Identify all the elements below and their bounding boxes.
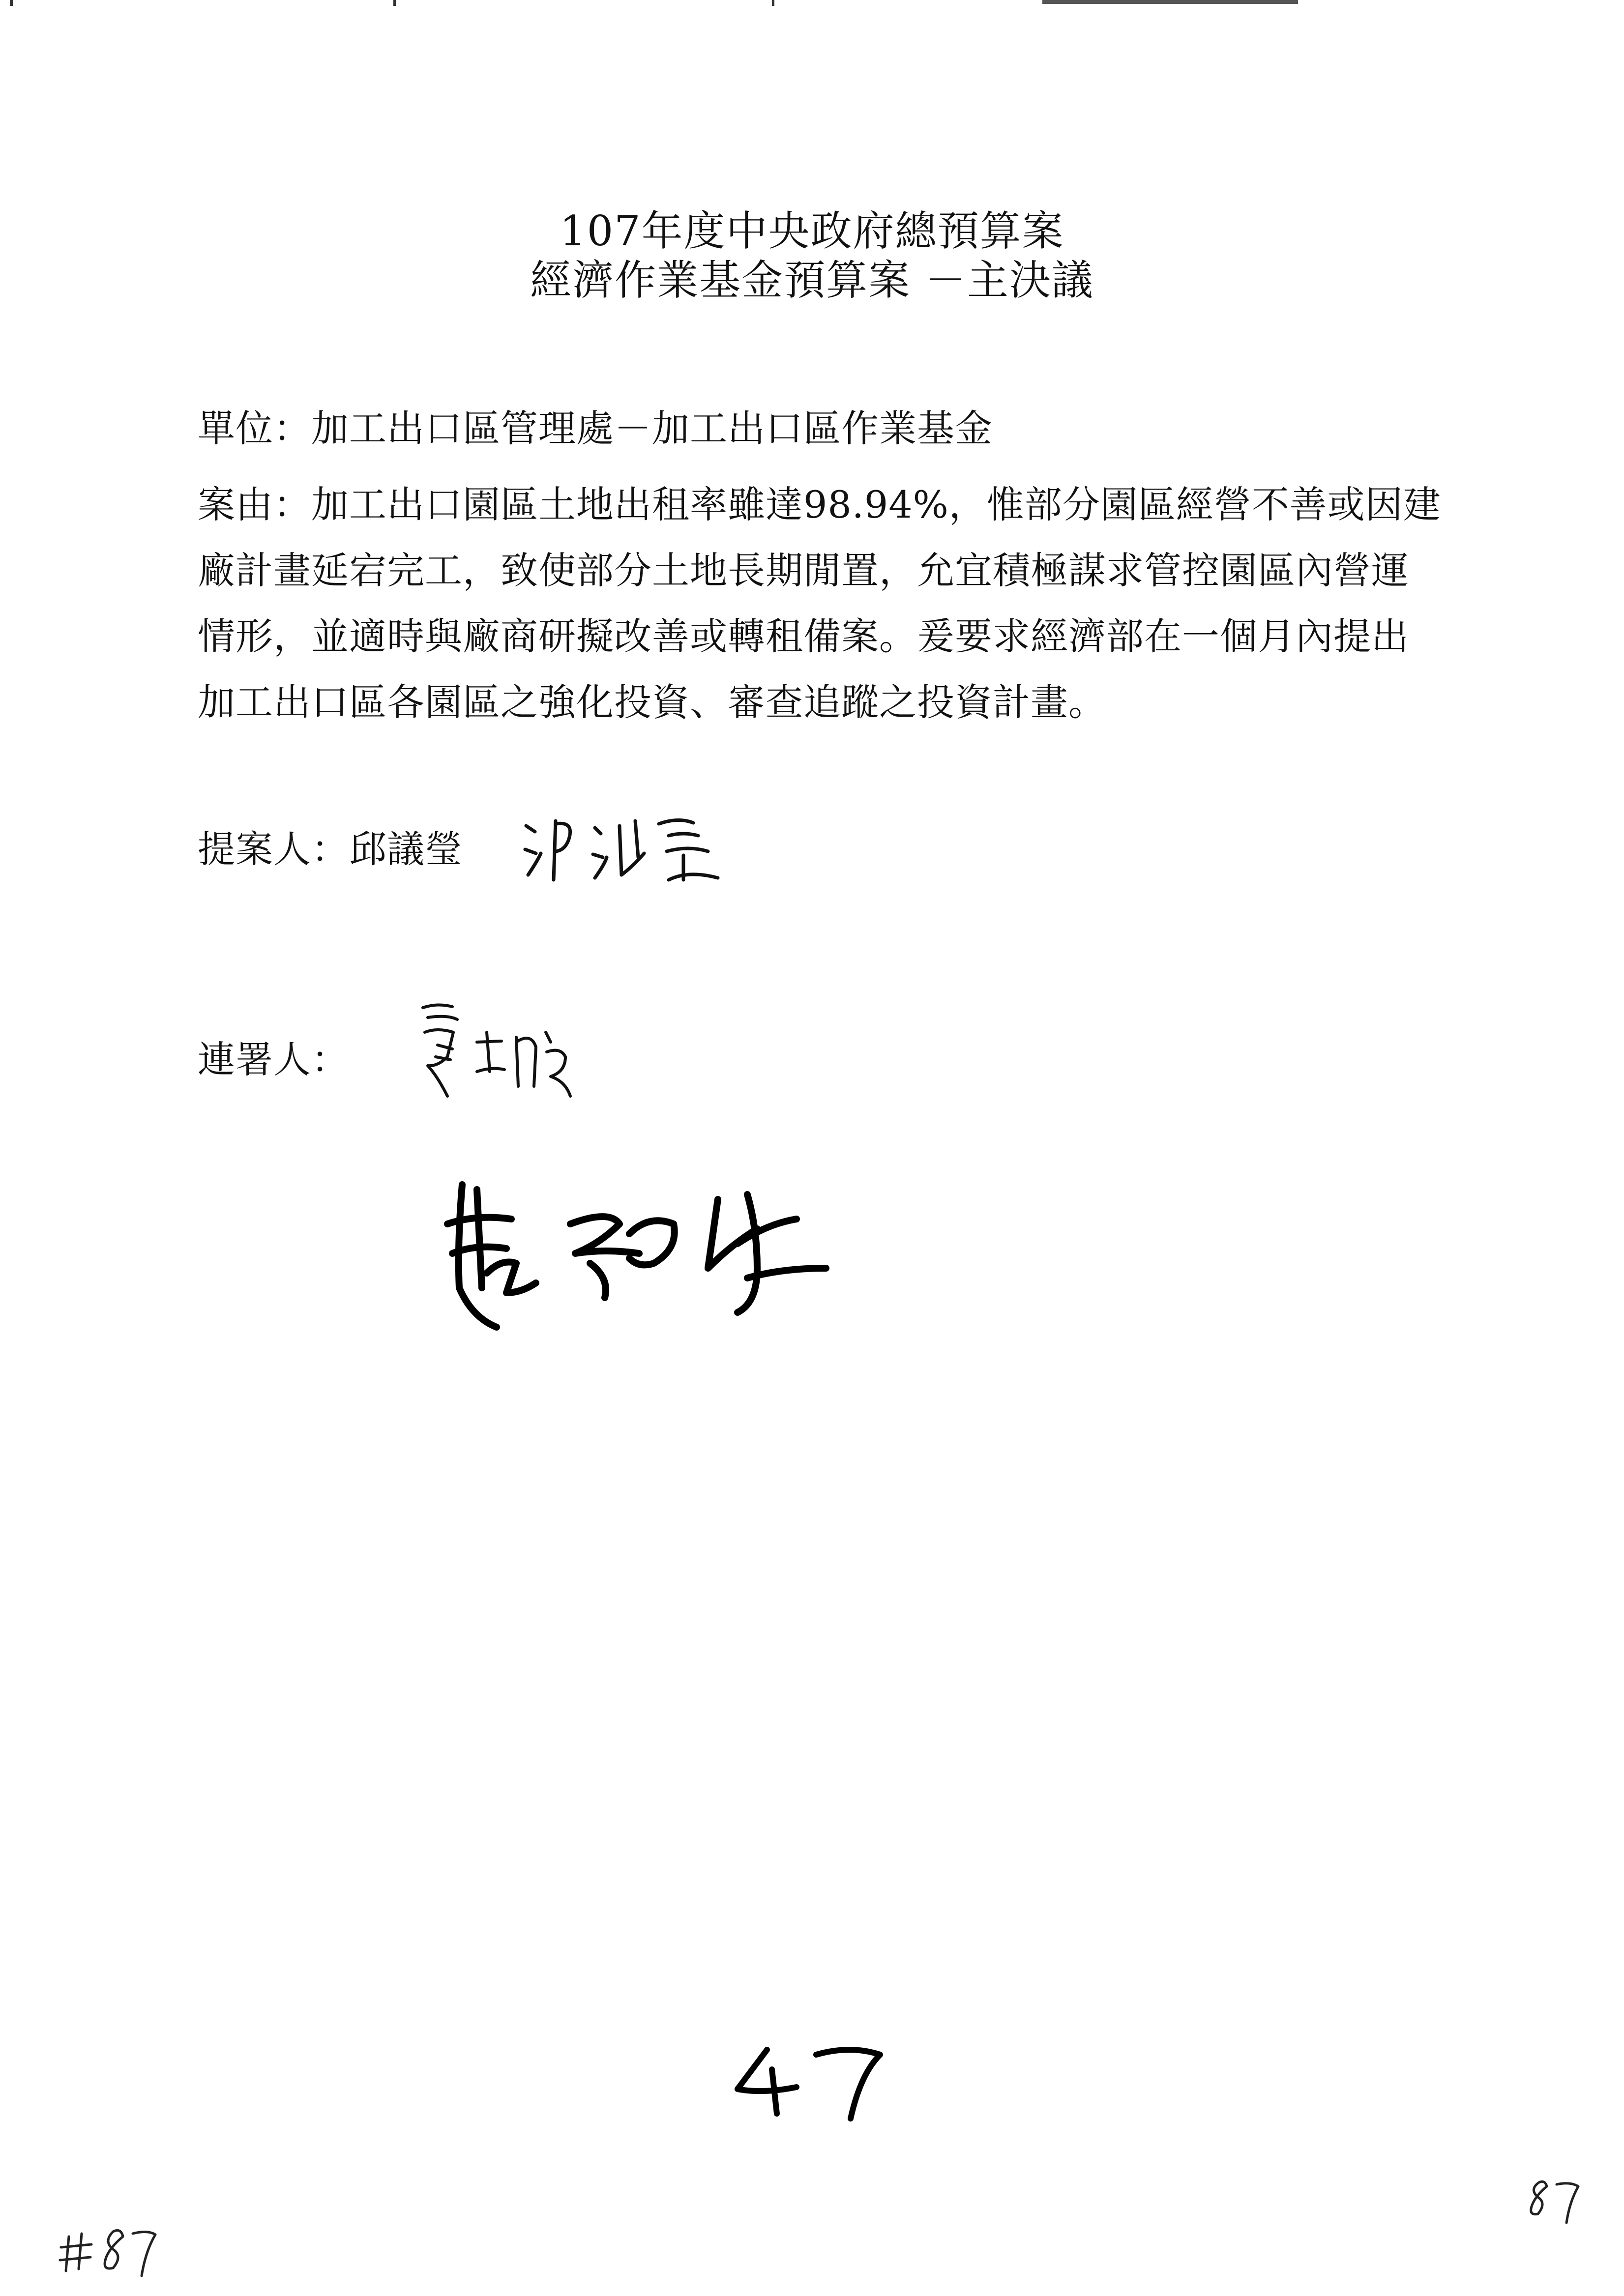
scan-edge-artifact bbox=[0, 0, 1624, 7]
reason-line: 加工出口區各園區之強化投資、審查追蹤之投資計畫。 bbox=[198, 680, 1106, 724]
handwritten-page-number bbox=[733, 2040, 890, 2123]
cosigner-signature-2 bbox=[443, 1170, 846, 1332]
reason-paragraph bbox=[198, 472, 1441, 735]
proposer-signature bbox=[521, 806, 738, 885]
corner-mark-right bbox=[1524, 2178, 1583, 2227]
reason-line: 情形，並適時與廠商研擬改善或轉租備案。爰要求經濟部在一個月內提出 bbox=[198, 614, 1409, 658]
corner-mark-left bbox=[59, 2222, 157, 2281]
reason-line: 案由：加工出口園區土地出租率雖達98.94%，惟部分園區經營不善或因建 bbox=[198, 483, 1441, 526]
document-title-line2: 經濟作業基金預算案 －主決議 bbox=[530, 256, 1094, 304]
cosigner-signature-1 bbox=[418, 998, 585, 1111]
document-title-line1: 107年度中央政府總預算案 bbox=[560, 207, 1064, 255]
proposer-line: 提案人：邱議瑩 bbox=[198, 827, 463, 871]
reason-line: 廠計畫延宕完工，致使部分土地長期閒置，允宜積極謀求管控園區內營運 bbox=[198, 549, 1409, 592]
unit-line: 單位：加工出口區管理處－加工出口區作業基金 bbox=[198, 407, 993, 450]
cosigner-line: 連署人： bbox=[198, 1038, 349, 1081]
